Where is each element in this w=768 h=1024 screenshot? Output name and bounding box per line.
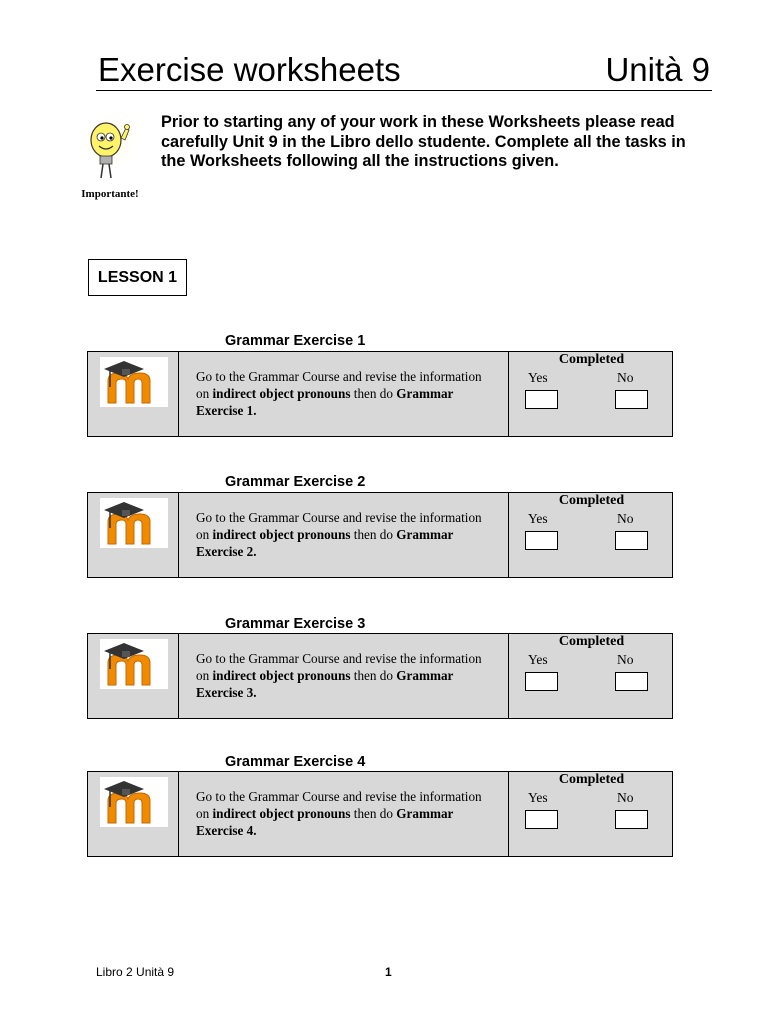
lightbulb-icon [76, 114, 144, 188]
instruction-topic: indirect object pronouns [212, 806, 351, 821]
instruction-exercise-name: Grammar Exercise 3. [196, 668, 454, 700]
no-checkbox[interactable] [615, 672, 648, 691]
instruction-topic: indirect object pronouns [212, 386, 351, 401]
moodle-logo-icon[interactable] [100, 639, 168, 689]
instruction-exercise-name: Grammar Exercise 2. [196, 527, 454, 559]
instruction-text: then do [350, 527, 397, 542]
no-checkbox[interactable] [615, 810, 648, 829]
instruction-topic: indirect object pronouns [212, 668, 351, 683]
exercise-box [87, 771, 673, 857]
instruction-text: Go to the Grammar Course and revise the information on [196, 369, 482, 401]
page-header [96, 50, 712, 91]
exercise-instructions [196, 650, 496, 701]
yes-label: Yes [528, 511, 548, 526]
completed-label: Completed [558, 634, 625, 649]
instruction-text: Go to the Grammar Course and revise the information on [196, 510, 482, 542]
exercise-box [87, 492, 673, 578]
exercise-instructions [196, 509, 496, 560]
exercise-icon-cell [88, 352, 179, 436]
instruction-text: then do [350, 668, 397, 683]
completion-cell [508, 493, 674, 577]
exercise-icon-cell [88, 772, 179, 856]
footer-label: Libro 2 Unità 9 [96, 965, 175, 979]
instruction-exercise-name: Grammar Exercise 1. [196, 386, 454, 418]
importante-caption: Importante! [81, 188, 139, 200]
unit-label: Unità 9 [605, 51, 710, 88]
page-title: Exercise worksheets [98, 51, 401, 88]
exercise-title: Grammar Exercise 1 [225, 333, 366, 349]
intro-text: Prior to starting any of your work in these Worksheets please read carefully Unit 9 in the Libro dello studente. Complete all the tasks in the Worksheets following all the instructions given. [161, 113, 686, 170]
yes-checkbox[interactable] [525, 672, 558, 691]
no-label: No [617, 370, 634, 385]
instruction-text: Go to the Grammar Course and revise the information on [196, 651, 482, 683]
instruction-topic: indirect object pronouns [212, 527, 351, 542]
completed-label: Completed [558, 772, 625, 787]
exercise-icon-cell [88, 634, 179, 718]
no-checkbox[interactable] [615, 390, 648, 409]
moodle-logo-icon[interactable] [100, 777, 168, 827]
instruction-text: Go to the Grammar Course and revise the information on [196, 789, 482, 821]
no-checkbox[interactable] [615, 531, 648, 550]
exercise-title: Grammar Exercise 4 [225, 754, 366, 770]
exercise-box [87, 633, 673, 719]
exercise-icon-cell [88, 493, 179, 577]
instruction-text: then do [350, 806, 397, 821]
page-number: 1 [385, 965, 392, 979]
moodle-logo-icon[interactable] [100, 498, 168, 548]
yes-checkbox[interactable] [525, 531, 558, 550]
completion-cell [508, 352, 674, 436]
exercise-box [87, 351, 673, 437]
completion-cell [508, 772, 674, 856]
completed-label: Completed [558, 352, 625, 367]
lesson-label: LESSON 1 [88, 259, 187, 296]
no-label: No [617, 790, 634, 805]
yes-checkbox[interactable] [525, 390, 558, 409]
yes-label: Yes [528, 652, 548, 667]
completed-label: Completed [558, 493, 625, 508]
no-label: No [617, 652, 634, 667]
completion-cell [508, 634, 674, 718]
yes-label: Yes [528, 370, 548, 385]
exercise-title: Grammar Exercise 3 [225, 616, 366, 632]
exercise-instructions [196, 368, 496, 419]
exercise-instructions [196, 788, 496, 839]
importante-badge [76, 114, 144, 204]
instruction-text: then do [350, 386, 397, 401]
no-label: No [617, 511, 634, 526]
moodle-logo-icon[interactable] [100, 357, 168, 407]
instruction-exercise-name: Grammar Exercise 4. [196, 806, 454, 838]
exercise-title: Grammar Exercise 2 [225, 474, 366, 490]
yes-checkbox[interactable] [525, 810, 558, 829]
yes-label: Yes [528, 790, 548, 805]
